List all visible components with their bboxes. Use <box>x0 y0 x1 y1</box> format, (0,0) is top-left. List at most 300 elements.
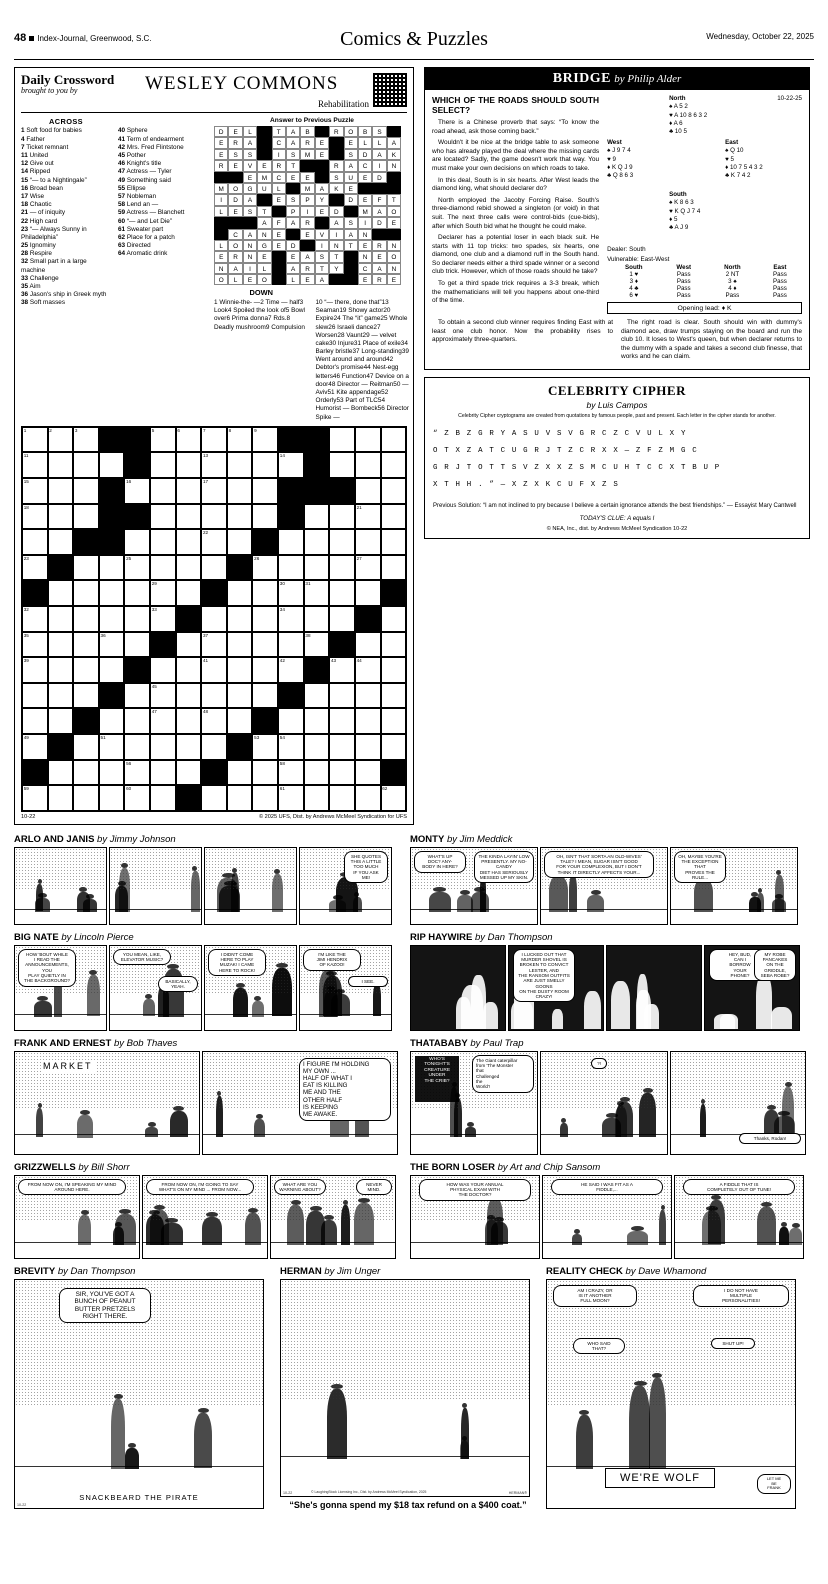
crossword-cell[interactable] <box>355 683 381 709</box>
comic-panel[interactable] <box>109 945 202 1031</box>
crossword-cell[interactable] <box>227 478 253 504</box>
crossword-cell[interactable]: 20 <box>278 504 304 530</box>
crossword-cell[interactable]: 39 <box>22 657 48 683</box>
crossword-cell[interactable] <box>355 708 381 734</box>
crossword-cell[interactable] <box>227 632 253 658</box>
crossword-cell[interactable] <box>150 657 176 683</box>
crossword-cell[interactable] <box>48 760 74 786</box>
comic-panel[interactable] <box>299 847 392 925</box>
comic-panel[interactable] <box>704 945 800 1031</box>
answer-cell: E <box>300 274 314 285</box>
crossword-cell[interactable]: 24 <box>48 555 74 581</box>
crossword-cell[interactable] <box>73 632 99 658</box>
strip-header <box>14 1162 400 1173</box>
crossword-cell[interactable] <box>201 785 227 811</box>
crossword-cell[interactable]: 37 <box>201 632 227 658</box>
crossword-cell[interactable]: 48 <box>201 708 227 734</box>
crossword-cell[interactable]: 46 <box>278 683 304 709</box>
crossword-cell[interactable]: 38 <box>304 632 330 658</box>
comic-panel[interactable] <box>670 1051 806 1155</box>
crossword-cell[interactable] <box>381 708 407 734</box>
crossword-cell[interactable] <box>329 708 355 734</box>
crossword-cell[interactable]: 12 <box>124 452 150 478</box>
crossword-cell[interactable] <box>48 632 74 658</box>
crossword-cell[interactable]: 29 <box>150 580 176 606</box>
crossword-cell[interactable] <box>252 632 278 658</box>
crossword-cell[interactable] <box>124 632 150 658</box>
crossword-cell[interactable] <box>124 683 150 709</box>
crossword-cell[interactable] <box>99 427 125 453</box>
answer-cell <box>329 194 343 205</box>
crossword-cell[interactable]: 5 <box>150 427 176 453</box>
crossword-cell[interactable]: 33 <box>150 606 176 632</box>
crossword-cell[interactable] <box>73 657 99 683</box>
speech-balloon: A FIDDLE THAT IS COMPLETELY OUT OF TUNE! <box>683 1179 795 1196</box>
crossword-cell[interactable] <box>355 580 381 606</box>
crossword-cell[interactable] <box>252 760 278 786</box>
comic-panel[interactable] <box>14 1051 200 1155</box>
crossword-cell[interactable] <box>304 760 330 786</box>
crossword-cell[interactable] <box>176 708 202 734</box>
comic-art <box>756 974 772 1029</box>
crossword-cell[interactable] <box>381 529 407 555</box>
crossword-cell[interactable] <box>227 785 253 811</box>
crossword-cell[interactable] <box>227 606 253 632</box>
strip-title: BIG NATE <box>14 931 59 943</box>
crossword-cell[interactable] <box>48 785 74 811</box>
crossword-cell[interactable] <box>73 452 99 478</box>
crossword-cell[interactable] <box>329 452 355 478</box>
clue: 59 Actress — Blanchett <box>118 209 185 217</box>
comic-panel[interactable] <box>204 847 297 925</box>
crossword-cell[interactable] <box>329 555 355 581</box>
crossword-cell[interactable] <box>73 760 99 786</box>
comic-panel[interactable] <box>410 847 538 925</box>
crossword-cell[interactable]: 25 <box>124 555 150 581</box>
crossword-cell[interactable] <box>48 683 74 709</box>
crossword-cell[interactable] <box>22 683 48 709</box>
panel-row <box>14 847 400 925</box>
crossword-cell[interactable]: 4 <box>124 427 150 453</box>
answer-cell: R <box>228 137 242 148</box>
crossword-cell[interactable] <box>304 478 330 504</box>
crossword-cell[interactable] <box>176 452 202 478</box>
crossword-cell[interactable] <box>99 504 125 530</box>
crossword-grid[interactable] <box>21 426 407 812</box>
strip-author: by Jim Unger <box>324 1265 381 1277</box>
clue: 3 Look <box>214 298 304 315</box>
answer-cell: E <box>358 172 372 183</box>
auction-table <box>607 264 802 299</box>
crossword-cell[interactable]: 9 <box>252 427 278 453</box>
crossword-cell[interactable] <box>355 452 381 478</box>
crossword-cell[interactable] <box>355 632 381 658</box>
east-hearts: ♥ 5 <box>725 155 734 163</box>
crossword-cell[interactable] <box>252 504 278 530</box>
crossword-cell[interactable] <box>73 785 99 811</box>
crossword-cell[interactable] <box>150 785 176 811</box>
crossword-cell[interactable] <box>381 555 407 581</box>
comic-panel[interactable] <box>670 847 798 925</box>
crossword-cell[interactable] <box>99 529 125 555</box>
strip-header <box>546 1266 802 1277</box>
crossword-cell[interactable] <box>124 580 150 606</box>
crossword-cell[interactable] <box>73 580 99 606</box>
crossword-cell[interactable] <box>227 760 253 786</box>
crossword-cell[interactable] <box>381 657 407 683</box>
comic-panel[interactable] <box>546 1279 796 1509</box>
crossword-cell[interactable]: 7 <box>201 427 227 453</box>
comic-panel[interactable] <box>410 1175 540 1259</box>
crossword-cell[interactable] <box>329 632 355 658</box>
crossword-cell[interactable] <box>355 760 381 786</box>
crossword-cell[interactable]: 62 <box>381 785 407 811</box>
crossword-cell[interactable] <box>99 580 125 606</box>
crossword-cell[interactable] <box>176 478 202 504</box>
comic-art <box>749 897 761 912</box>
crossword-cell[interactable] <box>124 529 150 555</box>
comic-panel[interactable] <box>14 1279 264 1509</box>
crossword-cell[interactable] <box>124 708 150 734</box>
crossword-cell[interactable]: 43 <box>329 657 355 683</box>
crossword-cell[interactable]: 6 <box>176 427 202 453</box>
crossword-cell[interactable] <box>99 657 125 683</box>
crossword-cell[interactable] <box>176 760 202 786</box>
clue: 27 Worsen <box>315 323 381 339</box>
crossword-cell[interactable] <box>124 734 150 760</box>
crossword-cell[interactable] <box>73 504 99 530</box>
crossword-cell[interactable]: 56 <box>124 760 150 786</box>
crossword-cell[interactable] <box>150 504 176 530</box>
crossword-cell[interactable] <box>329 606 355 632</box>
crossword-cell[interactable] <box>329 478 355 504</box>
strip-author: by Bob Thaves <box>113 1037 178 1049</box>
crossword-cell[interactable] <box>73 478 99 504</box>
crossword-cell[interactable] <box>176 555 202 581</box>
crossword-cell[interactable]: 27 <box>355 555 381 581</box>
crossword-cell[interactable] <box>73 734 99 760</box>
strip-reality-check <box>546 1266 802 1511</box>
crossword-cell[interactable] <box>22 708 48 734</box>
clue: 10 “— there, done that” <box>315 298 382 306</box>
crossword-cell[interactable] <box>381 478 407 504</box>
cipher-line: X T H H . ” — X Z X K C U F X Z S <box>433 480 619 489</box>
crossword-cell[interactable] <box>227 683 253 709</box>
crossword-cell[interactable] <box>381 580 407 606</box>
bridge-body <box>425 90 809 319</box>
crossword-cell[interactable] <box>278 708 304 734</box>
crossword-cell[interactable]: 22 <box>201 529 227 555</box>
crossword-cell[interactable] <box>252 606 278 632</box>
crossword-cell[interactable]: 40 <box>124 657 150 683</box>
crossword-cell[interactable] <box>48 452 74 478</box>
answer-cell: D <box>372 172 386 183</box>
crossword-cell[interactable] <box>329 785 355 811</box>
crossword-cell[interactable]: 13 <box>201 452 227 478</box>
crossword-cell[interactable] <box>252 708 278 734</box>
crossword-cell[interactable] <box>304 427 330 453</box>
crossword-cell[interactable] <box>252 683 278 709</box>
comic-panel[interactable] <box>540 1051 668 1155</box>
crossword-cell[interactable] <box>355 478 381 504</box>
crossword-cell[interactable] <box>48 708 74 734</box>
answer-cell <box>315 217 329 228</box>
crossword-cell[interactable] <box>201 734 227 760</box>
comic-panel[interactable] <box>410 1051 538 1155</box>
crossword-cell[interactable] <box>176 529 202 555</box>
crossword-cell[interactable] <box>99 555 125 581</box>
crossword-cell[interactable]: 21 <box>355 504 381 530</box>
comic-panel[interactable] <box>204 945 297 1031</box>
bridge-headline: WHICH OF THE ROADS SHOULD SOUTH SELECT? <box>432 95 600 116</box>
crossword-cell[interactable]: 52 <box>227 734 253 760</box>
crossword-cell[interactable] <box>381 760 407 786</box>
crossword-cell[interactable] <box>329 760 355 786</box>
crossword-cell[interactable] <box>227 580 253 606</box>
crossword-cell[interactable]: 47 <box>150 708 176 734</box>
crossword-cell[interactable] <box>252 580 278 606</box>
crossword-cell[interactable] <box>381 452 407 478</box>
crossword-cell[interactable] <box>227 529 253 555</box>
qr-code-icon[interactable] <box>373 73 407 107</box>
crossword-cell[interactable] <box>73 708 99 734</box>
crossword-cell[interactable] <box>176 657 202 683</box>
crossword-cell[interactable]: 8 <box>227 427 253 453</box>
crossword-cell[interactable] <box>176 734 202 760</box>
comic-art <box>465 1127 476 1137</box>
crossword-cell[interactable] <box>48 657 74 683</box>
comic-panel[interactable] <box>542 1175 672 1259</box>
comic-panel[interactable] <box>270 1175 396 1259</box>
crossword-cell[interactable]: 60 <box>124 785 150 811</box>
crossword-cell[interactable]: 11 <box>22 452 48 478</box>
speech-balloon: SIR, YOU'VE GOT A BUNCH OF PEANUT BUTTER PRETZELS RIGHT THERE. <box>59 1288 151 1323</box>
comic-panel[interactable] <box>109 847 202 925</box>
crossword-cell[interactable]: 35 <box>22 632 48 658</box>
crossword-cell[interactable] <box>278 478 304 504</box>
comic-art <box>631 1226 644 1231</box>
crossword-cell[interactable] <box>355 785 381 811</box>
comic-panel[interactable] <box>606 945 702 1031</box>
crossword-cell[interactable] <box>227 657 253 683</box>
crossword-cell[interactable]: 42 <box>278 657 304 683</box>
crossword-cell[interactable]: 17 <box>201 478 227 504</box>
crossword-cell[interactable] <box>227 504 253 530</box>
crossword-cell[interactable] <box>176 785 202 811</box>
crossword-cell[interactable]: 18 <box>22 504 48 530</box>
crossword-cell[interactable] <box>150 632 176 658</box>
crossword-cell[interactable] <box>252 529 278 555</box>
crossword-cell[interactable] <box>355 734 381 760</box>
crossword-cell[interactable] <box>252 478 278 504</box>
crossword-cell[interactable] <box>73 555 99 581</box>
crossword-cell[interactable] <box>381 427 407 453</box>
crossword-cell[interactable] <box>150 529 176 555</box>
crossword-cell[interactable]: 31 <box>304 580 330 606</box>
comic-panel[interactable] <box>674 1175 804 1259</box>
crossword-cell[interactable] <box>99 606 125 632</box>
crossword-cell[interactable] <box>201 683 227 709</box>
crossword-cell[interactable] <box>99 452 125 478</box>
crossword-cell[interactable] <box>176 504 202 530</box>
crossword-cell[interactable]: 53 <box>252 734 278 760</box>
crossword-cell[interactable] <box>329 529 355 555</box>
crossword-cell[interactable] <box>304 555 330 581</box>
bridge-box <box>424 67 810 370</box>
crossword-cell[interactable] <box>176 683 202 709</box>
comic-panel[interactable] <box>410 945 506 1031</box>
crossword-cell[interactable] <box>304 452 330 478</box>
crossword-cell[interactable]: 61 <box>278 785 304 811</box>
puzzles-zone <box>14 67 814 825</box>
crossword-cell[interactable] <box>99 683 125 709</box>
crossword-cell[interactable]: 16 <box>124 478 150 504</box>
crossword-cell[interactable] <box>99 785 125 811</box>
crossword-cell[interactable] <box>329 683 355 709</box>
comic-panel[interactable] <box>14 847 107 925</box>
crossword-cell[interactable] <box>304 708 330 734</box>
crossword-cell[interactable]: 15 <box>22 478 48 504</box>
crossword-cell[interactable] <box>22 529 48 555</box>
crossword-cell[interactable] <box>355 427 381 453</box>
answer-cell: E <box>243 274 257 285</box>
crossword-cell[interactable]: 28 <box>22 580 48 606</box>
crossword-cell[interactable]: 45 <box>150 683 176 709</box>
strip-frank-and-ernest <box>14 1038 400 1155</box>
crossword-cell[interactable]: 26 <box>252 555 278 581</box>
crossword-cell[interactable] <box>304 683 330 709</box>
cipher-copyright: © NEA, Inc., dist. by Andrews McMeel Syndication 10-22 <box>546 525 688 532</box>
crossword-cell[interactable] <box>73 529 99 555</box>
crossword-cell[interactable] <box>227 555 253 581</box>
crossword-cell[interactable]: 34 <box>278 606 304 632</box>
crossword-cell[interactable] <box>176 632 202 658</box>
crossword-cell[interactable] <box>381 734 407 760</box>
crossword-cell[interactable] <box>329 504 355 530</box>
answer-cell: R <box>329 126 343 137</box>
crossword-cell[interactable] <box>278 632 304 658</box>
clue: 1 Soft food for babies <box>21 127 82 135</box>
crossword-cell[interactable]: 44 <box>355 657 381 683</box>
crossword-cell[interactable] <box>99 760 125 786</box>
comic-panel[interactable] <box>14 945 107 1031</box>
crossword-cell[interactable] <box>99 708 125 734</box>
crossword-cell[interactable]: 32 <box>22 606 48 632</box>
crossword-cell[interactable]: 23 <box>22 555 48 581</box>
strip-author: by Art and Chip Sansom <box>497 1161 601 1173</box>
crossword-cell[interactable] <box>227 708 253 734</box>
crossword-cell[interactable] <box>227 452 253 478</box>
comic-panel[interactable] <box>508 945 604 1031</box>
answer-cell: A <box>286 217 300 228</box>
crossword-cell[interactable] <box>201 555 227 581</box>
crossword-cell[interactable] <box>304 529 330 555</box>
crossword-cell[interactable]: 3 <box>73 427 99 453</box>
crossword-cell[interactable] <box>304 785 330 811</box>
crossword-cell[interactable] <box>48 580 74 606</box>
crossword-cell[interactable] <box>252 785 278 811</box>
crossword-cell[interactable]: 14 <box>278 452 304 478</box>
crossword-cell[interactable] <box>329 734 355 760</box>
crossword-cell[interactable]: 50 <box>48 734 74 760</box>
crossword-cell[interactable]: 55 <box>22 760 48 786</box>
crossword-cell[interactable]: 2 <box>48 427 74 453</box>
crossword-cell[interactable] <box>304 734 330 760</box>
crossword-cell[interactable] <box>304 657 330 683</box>
crossword-cell[interactable]: 49 <box>22 734 48 760</box>
crossword-cell[interactable] <box>278 555 304 581</box>
crossword-cell[interactable] <box>304 504 330 530</box>
comic-panel[interactable] <box>142 1175 268 1259</box>
crossword-cell[interactable] <box>252 657 278 683</box>
crossword-cell[interactable] <box>150 452 176 478</box>
crossword-cell[interactable] <box>252 452 278 478</box>
comic-panel[interactable] <box>14 1175 140 1259</box>
crossword-cell[interactable] <box>201 606 227 632</box>
crossword-cell[interactable]: 59 <box>22 785 48 811</box>
crossword-cell[interactable] <box>381 683 407 709</box>
crossword-cell[interactable] <box>355 529 381 555</box>
crossword-cell[interactable] <box>124 606 150 632</box>
crossword-cell[interactable] <box>176 580 202 606</box>
crossword-cell[interactable]: 54 <box>278 734 304 760</box>
crossword-cell[interactable] <box>381 632 407 658</box>
crossword-cell[interactable]: 1 <box>22 427 48 453</box>
crossword-cell[interactable] <box>73 606 99 632</box>
crossword-cell[interactable] <box>150 478 176 504</box>
speech-balloon: WHAT'S UP DOC? ANY- BODY IN HERE? <box>414 851 466 873</box>
crossword-cell[interactable] <box>355 606 381 632</box>
comic-art <box>552 1009 563 1029</box>
crossword-cell[interactable] <box>150 760 176 786</box>
crossword-cell[interactable] <box>48 478 74 504</box>
clue: 61 Sweater part <box>118 225 164 233</box>
crossword-cell[interactable] <box>329 580 355 606</box>
comic-panel[interactable] <box>299 945 392 1031</box>
comic-panel[interactable] <box>202 1051 398 1155</box>
crossword-cell[interactable] <box>176 606 202 632</box>
crossword-cell[interactable] <box>73 683 99 709</box>
crossword-cell[interactable] <box>48 504 74 530</box>
crossword-cell[interactable] <box>381 606 407 632</box>
crossword-cell[interactable]: 41 <box>201 657 227 683</box>
crossword-cell[interactable] <box>150 734 176 760</box>
crossword-cell[interactable] <box>278 529 304 555</box>
crossword-cell[interactable]: 19 <box>124 504 150 530</box>
crossword-cell[interactable] <box>381 504 407 530</box>
crossword-cell[interactable] <box>48 606 74 632</box>
crossword-cell[interactable]: 30 <box>278 580 304 606</box>
comic-panel[interactable] <box>280 1279 530 1497</box>
crossword-cell[interactable] <box>201 580 227 606</box>
crossword-cell[interactable] <box>150 555 176 581</box>
crossword-cell[interactable] <box>48 529 74 555</box>
crossword-cell[interactable] <box>304 606 330 632</box>
answer-cell: N <box>358 229 372 240</box>
crossword-cell[interactable]: 58 <box>278 760 304 786</box>
crossword-cell[interactable]: 10 <box>278 427 304 453</box>
comic-panel[interactable] <box>540 847 668 925</box>
answer-cell <box>257 149 271 160</box>
crossword-cell[interactable]: 57 <box>201 760 227 786</box>
crossword-cell[interactable] <box>329 427 355 453</box>
answer-cell <box>272 206 286 217</box>
crossword-cell[interactable]: 51 <box>99 734 125 760</box>
crossword-cell[interactable]: 36 <box>99 632 125 658</box>
comic-art <box>429 892 451 912</box>
crossword-cell[interactable] <box>201 504 227 530</box>
crossword-cell[interactable] <box>99 478 125 504</box>
